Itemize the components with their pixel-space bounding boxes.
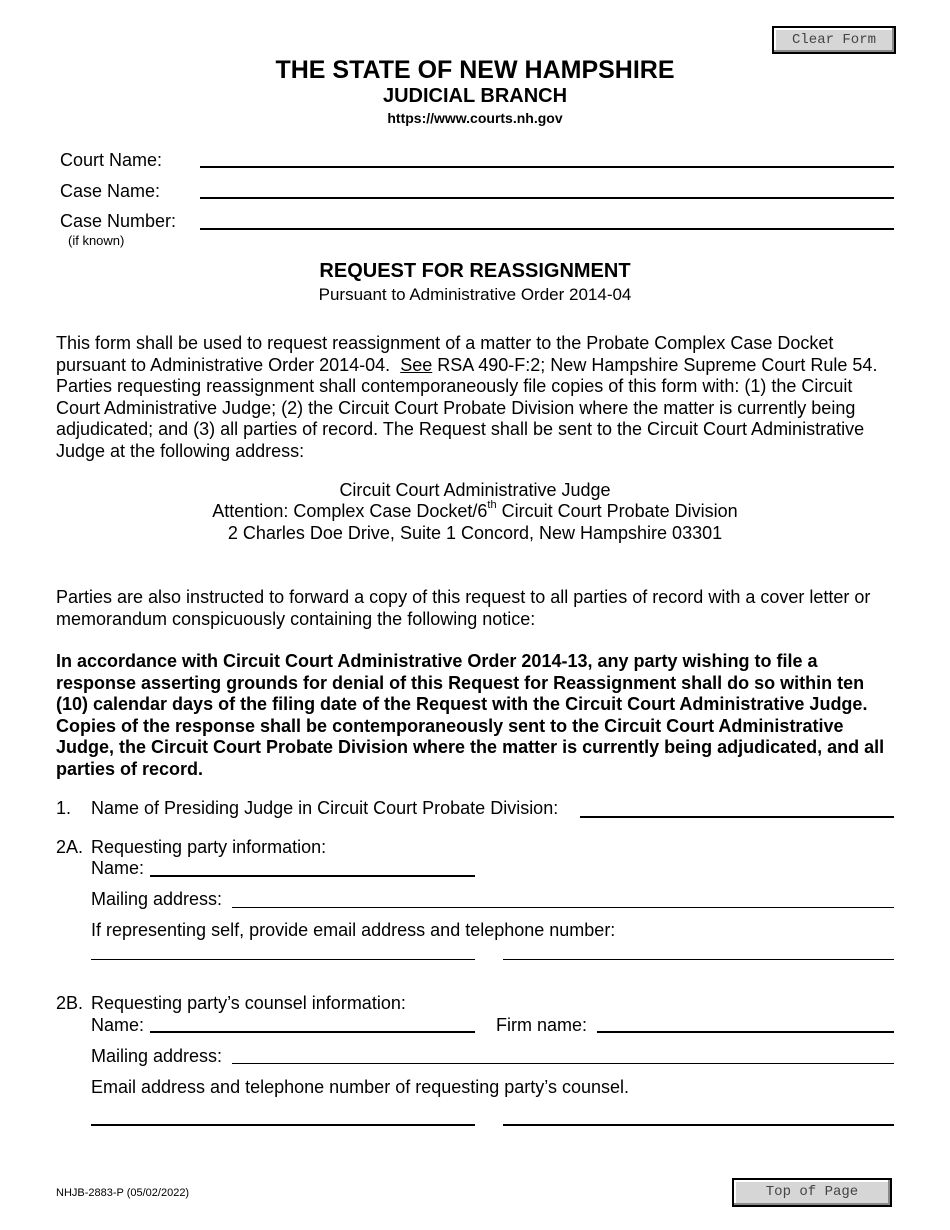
party-mailing-field[interactable] [232,889,894,907]
self-email-field[interactable] [91,941,475,959]
self-phone-line [503,959,894,960]
forward-paragraph: Parties are also instructed to forward a copy of this request to all parties of record with a cover letter or memorandum conspicuously containing the following notice: [56,587,871,629]
self-phone-field[interactable] [503,941,894,959]
item-2a-number: 2A. [56,837,84,857]
counsel-mailing-label: Mailing address: [91,1046,223,1066]
item-1-label: Name of Presiding Judge in Circuit Court Probate Division: [91,798,559,818]
firm-name-field[interactable] [597,1015,894,1033]
item-2b-number: 2B. [56,993,84,1013]
self-contact-label: If representing self, provide email address and telephone number: [91,920,616,940]
counsel-phone-field[interactable] [503,1107,894,1125]
form-id: NHJB-2883-P (05/02/2022) [56,1187,190,1199]
state-title: THE STATE OF NEW HAMPSHIRE [275,56,675,84]
case-number-field[interactable] [200,211,894,229]
party-name-label: Name: [91,858,145,878]
counsel-email-field[interactable] [91,1107,475,1125]
party-mailing-label: Mailing address: [91,889,223,909]
case-name-field[interactable] [200,181,894,199]
presiding-judge-line [580,816,894,818]
clear-form-button[interactable]: Clear Form [772,26,896,54]
court-name-label: Court Name: [60,150,163,170]
party-mailing-line [232,907,894,908]
court-name-field[interactable] [200,150,894,168]
form-subtitle: Pursuant to Administrative Order 2014-04 [318,285,632,304]
form-title: REQUEST FOR REASSIGNMENT [319,260,631,282]
counsel-name-label: Name: [91,1015,145,1035]
judicial-branch-title: JUDICIAL BRANCH [382,85,568,107]
item-2a-heading: Requesting party information: [91,837,327,857]
address-line-1: Circuit Court Administrative Judge [339,480,611,500]
case-number-label: Case Number: [60,211,177,231]
item-1-number: 1. [56,798,72,818]
party-name-field[interactable] [150,858,475,876]
self-email-line [91,959,475,960]
firm-name-label: Firm name: [496,1015,588,1035]
courts-url: https://www.courts.nh.gov [387,110,563,126]
case-number-note: (if known) [68,233,125,248]
notice-paragraph: In accordance with Circuit Court Administrative Order 2014-13, any party wishing to file a response asserting grounds for denial of this Request for Reassignment shall do so within ten (10) calendar days of the filing date of the Request with the Circuit Court Administrative Judge. Copies of the response shall be contemporaneously sent to the Circuit Court Administrative Judge, the Circuit Court Probate Division where the matter is currently being adjudicated, and all parties of record. [56,651,885,779]
counsel-mailing-field[interactable] [232,1046,894,1064]
presiding-judge-field[interactable] [580,798,894,816]
case-name-label: Case Name: [60,181,161,201]
counsel-contact-label: Email address and telephone number of requesting party’s counsel. [91,1077,629,1097]
see-reference: See [400,354,433,375]
item-2b-heading: Requesting party’s counsel information: [91,993,406,1013]
address-line-2: Attention: Complex Case Docket/6th Circuit Court Probate Division [212,499,738,521]
address-line-3: 2 Charles Doe Drive, Suite 1 Concord, New Hampshire 03301 [227,523,723,543]
counsel-name-field[interactable] [150,1015,475,1033]
top-of-page-button[interactable]: Top of Page [732,1178,892,1207]
intro-paragraph: This form shall be used to request reassignment of a matter to the Probate Complex Case Docket pursuant to Administrative Order 2014-04. See RSA 490-F:2; New Hampshire Supreme Court Rule 54. Parties requesting reassignment shall contemporaneously file copies of this form with: (1) the Circuit Court Administrative Judge; (2) the Circuit Court Probate Division where the matter is currently being adjudicated; and (3) all parties of record. The Request shall be sent to the Circuit Court Administrative Judge at the following address: [56,333,878,461]
